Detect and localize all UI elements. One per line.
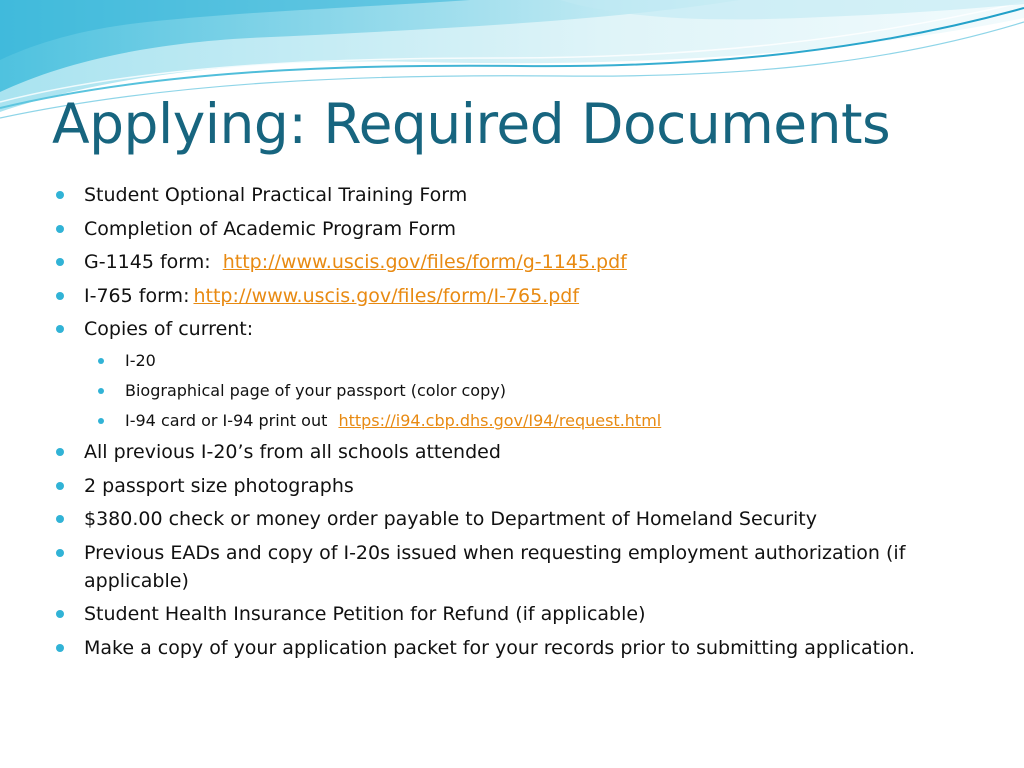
sub-bullet-text: Biographical page of your passport (color copy) — [125, 381, 506, 400]
bullet-text: I-765 form: — [84, 284, 190, 307]
bullet-item — [56, 600, 986, 628]
bullet-text: G-1145 form: — [84, 251, 217, 273]
bullet-text: Make a copy of your application packet for your records prior to submitting application. — [84, 636, 916, 659]
bullet-text: All previous I-20’s from all schools attended — [84, 441, 501, 463]
bullet-text: 2 passport size photographs — [84, 474, 354, 497]
g1145-link[interactable]: http://www.uscis.gov/files/form/g-1145.pdf — [222, 251, 627, 273]
bullet-item — [56, 539, 986, 595]
bullet-item — [56, 505, 986, 533]
bullet-text: Student Health Insurance Petition for Refund (if applicable) — [84, 603, 646, 625]
bullet-text: Previous EADs and copy of I-20s issued when requesting employment authorization (if applicable) — [84, 541, 906, 592]
i94-link[interactable]: https://i94.cbp.dhs.gov/I94/request.html — [338, 411, 662, 430]
sub-bullet-text: I-94 card or I-94 print out — [125, 411, 333, 430]
bullet-item — [56, 315, 986, 434]
i765-link[interactable]: http://www.uscis.gov/files/form/I-765.pdf — [193, 284, 580, 307]
bullet-text: $380.00 check or money order payable to Department of Homeland Security — [84, 508, 817, 530]
bullet-text: Student Optional Practical Training Form — [84, 184, 468, 206]
bullet-item — [56, 472, 986, 500]
bullet-text: Completion of Academic Program Form — [84, 217, 457, 240]
bullet-item — [56, 215, 986, 243]
sub-bullet-item — [98, 348, 986, 374]
sub-bullet-item — [98, 408, 986, 434]
bullet-content — [56, 181, 986, 667]
bullet-item — [56, 438, 986, 466]
slide-title: Applying: Required Documents — [52, 92, 891, 156]
bullet-item — [56, 282, 986, 310]
bullet-list — [56, 181, 986, 662]
sub-bullet-item — [98, 378, 986, 404]
bullet-item — [56, 181, 986, 209]
bullet-item — [56, 634, 986, 662]
bullet-text: Copies of current: — [84, 318, 254, 340]
sub-bullet-text: I-20 — [125, 351, 156, 370]
bullet-item — [56, 248, 986, 276]
sub-bullet-list — [98, 348, 986, 434]
